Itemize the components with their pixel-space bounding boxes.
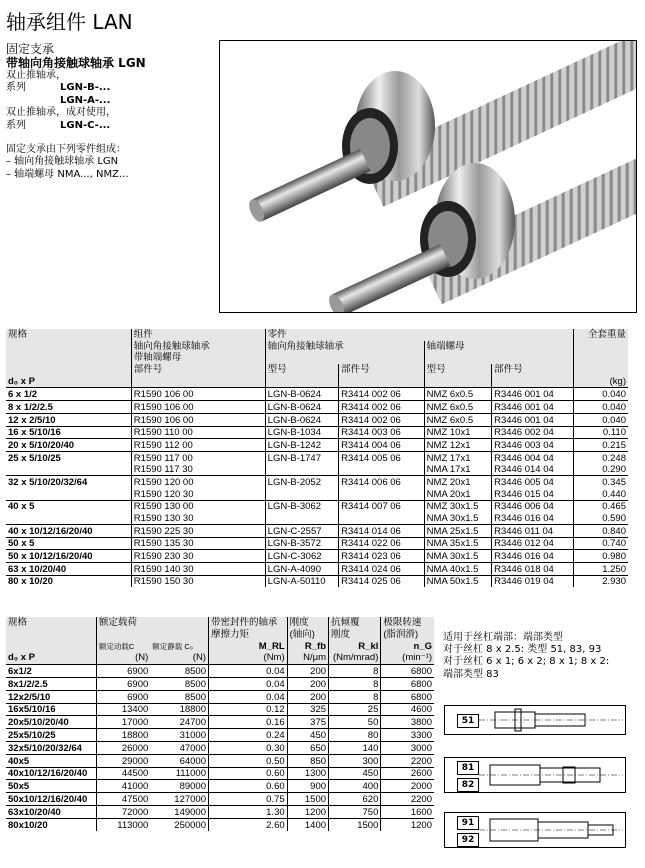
components-item: – 轴向角接触球轴承 LGN (6, 156, 119, 168)
table-row: 50x5 41000 89000 0.60 900 400 2000 (8, 781, 432, 793)
intro-block (6, 42, 216, 181)
table-row: 50x10/12/16/20/40 47500 127000 0.75 1500 620 2200 (8, 793, 432, 805)
intro-subheading: 带轴向角接触球轴承 LGN (6, 56, 146, 70)
intro-heading: 固定支承 (6, 42, 55, 56)
end-type-51-drawing (444, 705, 626, 735)
table-row: 20 x 5/10/20/40 R1590 112 00 LGN-B-1242 R3414 004 06 NMZ 12x1 R3446 003 04 0.215 (8, 439, 626, 451)
table-row: 50 x 5 R1590 135 30 LGN-B-3572 R3414 022 06 NMA 35x1.5 R3446 012 04 0.740 (8, 538, 626, 550)
table-row: 12 x 2/5/10 R1590 106 00 LGN-B-0624 R3414 002 06 NMZ 6x0.5 R3446 001 04 0.040 (8, 414, 626, 426)
table-row: 40 x 10/12/16/20/40 R1590 225 30 LGN-C-2557 R3414 014 06 NMA 25x1.5 R3446 011 04 0.840 (8, 525, 626, 537)
table-row: R1590 120 30 NMA 20x1 R3446 015 04 0.440 (6, 488, 628, 500)
table-row: R1590 117 30 NMA 17x1 R3446 014 04 0.290 (6, 464, 628, 476)
table-row: 16x5/10/16 13400 18800 0.12 325 25 4600 (8, 704, 432, 716)
table-row: 63 x 10/20/40 R1590 140 30 LGN-A-4090 R3414 024 06 NMA 40x1.5 R3446 018 04 1.250 (8, 563, 626, 575)
table-row: 32 x 5/10/20/32/64 R1590 120 00 LGN-B-2052 R3414 006 06 NMZ 20x1 R3446 005 04 0.345 (8, 476, 626, 488)
table-row: 32x5/10/20/32/64 26000 47000 0.30 650 140 3000 (8, 742, 432, 754)
series-row: LGN-A-... (60, 94, 111, 106)
table-row: 12x2/5/10 6900 8500 0.04 200 8 6800 (8, 691, 432, 703)
product-photo (219, 40, 637, 313)
table-row: 50 x 10/12/16/20/40 R1590 230 30 LGN-C-3062 R3414 023 06 NMA 30x1.5 R3446 016 04 0.980 (8, 551, 626, 563)
table-row: 6x1/2 6900 8500 0.04 200 8 6800 (8, 665, 432, 677)
page-title: 轴承组件 LAN (6, 10, 133, 34)
end-type-tag: 91 (457, 816, 479, 830)
components-title: 固定支承由下列零件组成： (6, 144, 126, 156)
intro-line: 双止推轴承， (6, 70, 66, 81)
end-type-91-92-drawing (444, 812, 626, 848)
end-type-tag: 81 (457, 761, 479, 775)
table-row: 25 x 5/10/25 R1590 117 00 LGN-B-1747 R3414 005 06 NMZ 17x1 R3446 004 04 0.248 (8, 452, 626, 464)
end-type-note: 适用于丝杠端部：端部类型 对于丝杠 8 x 2.5: 类型 51, 83, 93 对于丝杠 6 x 1; 6 x 2; 8 x 1; 8 x 2: 端部类型 83 (443, 632, 610, 680)
table-row: 40x5 29000 64000 0.50 850 300 2200 (8, 755, 432, 767)
table-row: 16 x 5/10/16 R1590 110 00 LGN-B-1034 R3414 003 06 NMZ 10x1 R3446 002 04 0.110 (8, 427, 626, 439)
components-item: – 轴端螺母 NMA..., NMZ... (6, 168, 129, 180)
end-type-tag: 51 (457, 714, 479, 728)
table-row: 63x10/20/40 72000 149000 1.30 1200 750 1600 (8, 806, 432, 818)
table-row: 8x1/2/2.5 6900 8500 0.04 200 8 6800 (8, 678, 432, 690)
intro-line: 双止推轴承，成对使用， (6, 107, 116, 119)
table-row: 80x10/20 113000 250000 2.60 1400 1500 1200 (8, 819, 432, 831)
table-row: 80 x 10/20 R1590 150 30 LGN-A-50110 R3414 025 06 NMA 50x1.5 R3446 019 04 2.930 (8, 576, 626, 588)
table-row: 40 x 5 R1590 130 00 LGN-B-3062 R3414 007 06 NMZ 30x1.5 R3446 006 04 0.465 (8, 501, 626, 513)
bearing-assembly-image (220, 41, 636, 312)
series-row: 系列 LGN-B-... (6, 82, 111, 94)
table-row: 40x10/12/16/20/40 44500 111000 0.60 1300 450 2600 (8, 768, 432, 780)
series-row: 系列 LGN-C-... (6, 119, 111, 131)
end-type-tag: 82 (457, 778, 479, 792)
table-row: 8 x 1/2/2.5 R1590 106 00 LGN-B-0624 R3414 002 06 NMZ 6x0.5 R3446 001 04 0.040 (8, 401, 626, 413)
table-row: 20x5/10/20/40 17000 24700 0.16 375 50 3800 (8, 717, 432, 729)
table-row: R1590 130 30 NMA 30x1.5 R3446 016 04 0.590 (6, 512, 628, 524)
table-row: 6 x 1/2 R1590 106 00 LGN-B-0624 R3414 002 06 NMZ 6x0.5 R3446 001 04 0.040 (8, 389, 626, 401)
table-header: 规格 组件 零件 全套重量 (8, 329, 626, 340)
table-row: 25x5/10/25 18800 31000 0.24 450 80 3300 (8, 729, 432, 741)
end-type-tag: 92 (457, 833, 479, 847)
performance-table: 规格 额定载荷 带密封件的轴承 刚度 抗倾覆 极限转速 摩擦力矩 (轴向) 刚度 (脂润滑) 额定动载C 额定静载 C₀ M_RL R_fb R_kl n_G d₀ x P (N) (N) (Nm) N/μm (Nm/mrad) (min⁻¹) 6x1/2 6900 8500 0.04 200 8 6800 8x1/2/2.5 6900 8500 0.04 200 8 6800 12x2/5/10 6900 8500 0.04 200 8 6800 16x5/10/16 13400 18800 0.12 325 25 4600 20x5/10/20/40 17000 24700 0.16 375 50 3800 25x5/10/25 18800 31000 0.24 450 80 3300 32x5/10/20/32/64 26000 47000 0.30 650 140 3000 40x5 29000 64000 0.50 850 300 2200 40x10/12/16/20/40 44500 111000 0.60 1300 450 2600 50x5 41000 89000 0.60 900 400 2000 50x10/12/16/20/40 47500 127000 0.75 1500 620 2200 63x10/20/40 72000 149000 1.30 1200 750 1600 80x10/20 113000 250000 2.60 1400 1500 1200 (8, 617, 432, 831)
assembly-table: 规格 组件 零件 全套重量 轴向角接触球轴承 轴向角接触球轴承 轴端螺母 带轴端螺母 部件号 型号 部件号 型号 部件号 d₀ x P (kg) 6 x 1/2 R1590 106 00 LGN-B-0624 R3414 002 06 NMZ 6x0.5 R3446 001 04 0.040 8 x 1/2/2.5 R1590 106 00 LGN-B-0624 R3414 002 06 NMZ 6x0.5 R3446 001 04 0.040 12 x 2/5/10 R1590 106 00 LGN-B-0624 R3414 002 06 NMZ 6x0.5 R3446 001 04 0.040 16 x 5/10/16 R1590 110 00 LGN-B-1034 R3414 003 06 NMZ 10x1 R3446 002 04 0.110 20 x 5/10/20/40 R1590 112 00 LGN-B-1242 R3414 004 06 NMZ 12x1 R3446 003 04 0.215 25 x 5/10/25 R1590 117 00 LGN-B-1747 R3414 005 06 NMZ 17x1 R3446 004 04 0.248 R1590 117 30 NMA 17x1 R3446 014 04 0.290 32 x 5/10/20/32/64 R1590 120 00 LGN-B-2052 R3414 006 06 NMZ 20x1 R3446 005 04 0.345 R1590 120 30 NMA 20x1 R3446 015 04 0.440 40 x 5 R1590 130 00 LGN-B-3062 R3414 007 06 NMZ 30x1.5 R3446 006 04 0.465 R1590 130 30 NMA 30x1.5 R3446 016 04 0.590 40 x 10/12/16/20/40 R1590 225 30 LGN-C-2557 R3414 014 06 NMA 25x1.5 R3446 011 04 0.840 50 x 5 R1590 135 30 LGN-B-3572 R3414 022 06 NMA 35x1.5 R3446 012 04 0.740 50 x 10/12/16/20/40 R1590 230 30 LGN-C-3062 R3414 023 06 NMA 30x1.5 R3446 016 04 0.980 63 x 10/20/40 R1590 140 30 LGN-A-4090 R3414 024 06 NMA 40x1.5 R3446 018 04 1.250 80 x 10/20 R1590 150 30 LGN-A-50110 R3414 025 06 NMA 50x1.5 R3446 019 04 2.930 (8, 329, 626, 588)
end-type-81-82-drawing (444, 757, 626, 793)
